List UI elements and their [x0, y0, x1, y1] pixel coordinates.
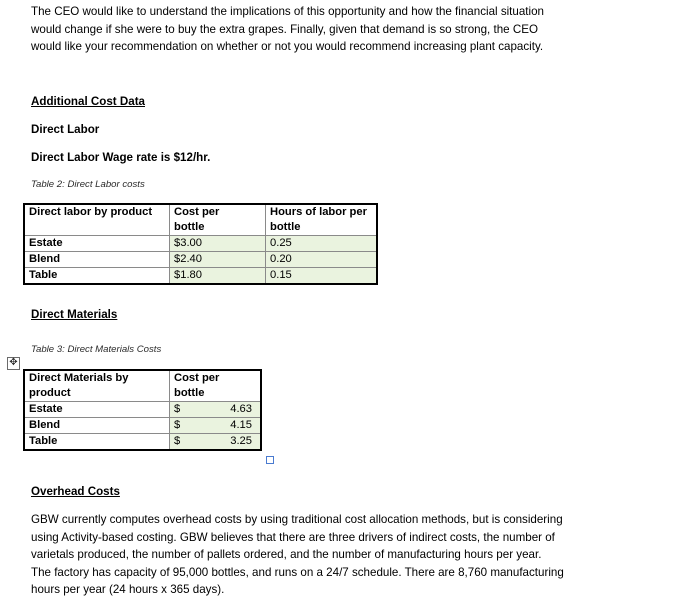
- table2-header-product: Direct labor by product: [24, 204, 170, 236]
- resize-handle-icon[interactable]: [266, 456, 274, 464]
- row-cost: [170, 434, 262, 451]
- wage-rate-text: Direct Labor Wage rate is $12/hr.: [31, 151, 211, 164]
- overhead-line: hours per year (24 hours x 365 days).: [31, 583, 225, 597]
- row-product: Blend: [24, 418, 170, 434]
- table3-header-cost: Cost per bottle: [170, 370, 262, 402]
- intro-line: would change if she were to buy the extra grapes. Finally, given that demand is so strong, the CEO: [31, 22, 538, 36]
- table2-header-cost: Cost per bottle: [170, 204, 266, 236]
- cost-value: 4.63: [230, 403, 252, 415]
- overhead-line: The factory has capacity of 95,000 bottles, and runs on a 24/7 schedule. There are 8,760 manufacturing: [31, 565, 564, 579]
- row-product: Table: [24, 434, 170, 451]
- table-row: [24, 418, 261, 434]
- row-hours: 0.25: [266, 236, 378, 252]
- table-row: [24, 402, 261, 418]
- intro-line: would like your recommendation on whether or not you would recommend increasing plant capacity.: [31, 40, 544, 54]
- row-hours: 0.15: [266, 268, 378, 285]
- table3-caption: Table 3: Direct Materials Costs: [31, 344, 162, 355]
- row-cost: $3.00: [170, 236, 266, 252]
- currency-symbol: $: [174, 403, 181, 415]
- table-row: [24, 252, 377, 268]
- row-cost: $2.40: [170, 252, 266, 268]
- row-cost: [170, 402, 262, 418]
- currency-symbol: $: [174, 435, 181, 447]
- overhead-heading: Overhead Costs: [31, 485, 120, 498]
- table-row: [24, 434, 261, 451]
- additional-cost-heading: Additional Cost Data: [31, 95, 146, 108]
- row-product: Estate: [24, 236, 170, 252]
- move-handle-icon[interactable]: ✥: [7, 357, 20, 370]
- intro-paragraph: [31, 3, 631, 56]
- cost-value: 3.25: [230, 435, 252, 447]
- row-product: Table: [24, 268, 170, 285]
- table2-caption: Table 2: Direct Labor costs: [31, 179, 145, 190]
- row-cost: $1.80: [170, 268, 266, 285]
- overhead-paragraph: [31, 511, 631, 599]
- table2-header-hours: Hours of labor per bottle: [266, 204, 378, 236]
- row-hours: 0.20: [266, 252, 378, 268]
- overhead-line: varietals produced, the number of pallets ordered, and the number of manufacturing hours per year.: [31, 548, 542, 562]
- direct-materials-heading: Direct Materials: [31, 308, 118, 321]
- direct-labor-heading: Direct Labor: [31, 123, 100, 136]
- currency-symbol: $: [174, 419, 181, 431]
- overhead-line: GBW currently computes overhead costs by using traditional cost allocation methods, but is considering: [31, 513, 563, 526]
- table-row: [24, 268, 377, 285]
- table-row: [24, 236, 377, 252]
- cost-value: 4.15: [230, 419, 252, 431]
- intro-line: The CEO would like to understand the implications of this opportunity and how the financial situation: [31, 5, 544, 18]
- row-product: Blend: [24, 252, 170, 268]
- direct-labor-table: [23, 203, 378, 285]
- table3-header-product: Direct Materials by product: [24, 370, 170, 402]
- row-cost: [170, 418, 262, 434]
- direct-materials-table[interactable]: [23, 369, 262, 451]
- row-product: Estate: [24, 402, 170, 418]
- overhead-line: using Activity-based costing. GBW believes that there are three drivers of indirect costs, the number of: [31, 530, 555, 544]
